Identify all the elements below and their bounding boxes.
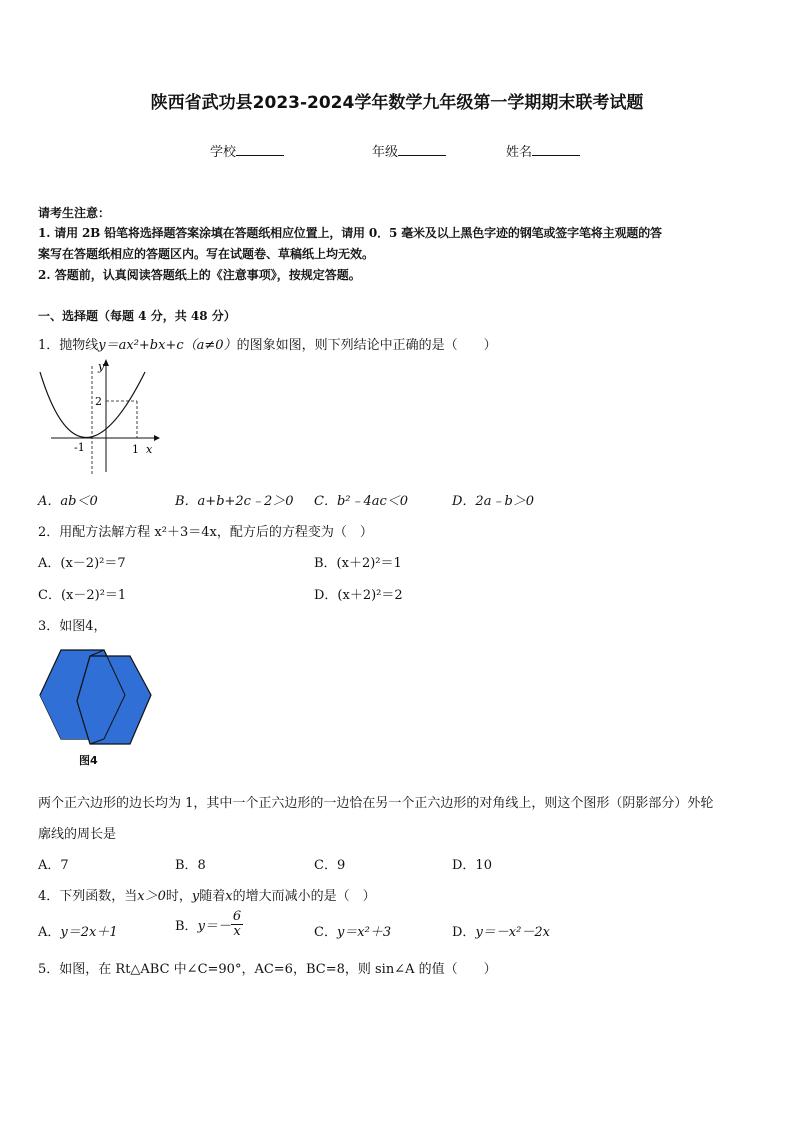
tick-label-neg1: -1 (74, 441, 85, 454)
q2-option-a[interactable]: A．(x－2)²＝7 (38, 556, 126, 571)
q4-option-d-expr: y＝－x²－2x (475, 925, 550, 940)
q1-option-b[interactable]: B．a+b+2c﹣2＞0 (175, 494, 294, 509)
q4-option-a-label: A． (38, 925, 61, 940)
notice-line-3: 2. 答题前，认真阅读答题纸上的《注意事项》，按规定答题。 (38, 268, 361, 282)
q1-suffix: 的图象如图，则下列结论中正确的是（ ） (236, 338, 497, 353)
q4-var-x: x (225, 889, 233, 904)
q4-option-a-expr: y＝2x＋1 (60, 925, 118, 940)
grade-blank[interactable] (398, 142, 446, 156)
name-field (506, 141, 580, 160)
school-label: 学校 (210, 145, 237, 160)
grade-field (372, 141, 446, 160)
q3-option-a[interactable]: A．7 (38, 858, 69, 873)
question-1-stem (38, 334, 497, 353)
q1-option-c[interactable]: C．b²﹣4ac＜0 (314, 494, 409, 509)
section-heading: 一、选择题（每题 4 分，共 48 分） (38, 309, 236, 323)
q4-option-a[interactable] (38, 921, 118, 940)
school-field (210, 141, 284, 160)
q4-option-b-expr: y＝－ (197, 919, 231, 934)
q2-option-c[interactable]: C．(x－2)²＝1 (38, 588, 127, 603)
q3-paragraph-1: 两个正六边形的边长均为 1，其中一个正六边形的一边恰在另一个正六边形的对角线上，则这个图形（阴影部分）外轮 (38, 796, 714, 811)
tick-label-1: 1 (132, 443, 139, 456)
q4-stem-a: 4．下列函数，当 (38, 889, 138, 904)
notice-line-2: 案写在答题纸相应的答题区内。写在试题卷、草稿纸上均无效。 (38, 247, 375, 261)
question-5-stem: 5．如图，在 Rt△ABC 中∠C=90°，AC=6，BC=8，则 sin∠A 的值（ ） (38, 962, 497, 977)
tick-label-2: 2 (95, 395, 102, 408)
fraction-numerator: 6 (232, 909, 242, 924)
q4-option-c[interactable] (314, 921, 391, 940)
right-hexagon (77, 656, 151, 744)
school-blank[interactable] (236, 142, 284, 156)
name-label: 姓名 (506, 145, 533, 160)
q2-option-d[interactable]: D．(x＋2)²＝2 (314, 588, 403, 603)
q1-option-a[interactable]: A．ab＜0 (38, 494, 98, 509)
q3-option-d[interactable]: D．10 (452, 858, 492, 873)
y-axis-label: y (98, 360, 105, 373)
x-axis-label: x (146, 443, 153, 456)
x-axis-arrow (154, 435, 160, 441)
q4-option-c-label: C． (314, 925, 337, 940)
q4-option-c-expr: y＝x²＋3 (336, 925, 392, 940)
question-3-stem: 3．如图4， (38, 619, 107, 634)
q4-condition: x＞0 (137, 889, 166, 904)
q3-paragraph-2: 廓线的周长是 (38, 827, 117, 842)
q4-option-b-fraction (231, 910, 243, 939)
q4-stem-b: 时， (165, 889, 192, 904)
parabola-curve (40, 372, 145, 438)
page-title: 陕西省武功县2023-2024学年数学九年级第一学期期末联考试题 (150, 93, 644, 113)
name-blank[interactable] (532, 142, 580, 156)
question-2-stem: 2．用配方法解方程 x²＋3＝4x，配方后的方程变为（ ） (38, 525, 373, 540)
q3-option-c[interactable]: C．9 (314, 858, 346, 873)
q1-parabola-graph (36, 358, 160, 476)
notice-line-1: 1. 请用 2B 铅笔将选择题答案涂填在答题纸相应位置上，请用 0．5 毫米及以上黑色字迹的钢笔或签字笔将主观题的答 (38, 226, 662, 240)
q4-option-b[interactable] (175, 910, 243, 939)
q4-option-d-label: D． (452, 925, 476, 940)
question-4-stem (38, 885, 376, 904)
grade-label: 年级 (372, 145, 399, 160)
q3-option-b[interactable]: B．8 (175, 858, 206, 873)
fraction-denominator: x (233, 924, 241, 939)
q1-option-d[interactable]: D．2a﹣b＞0 (452, 494, 535, 509)
notice-heading: 请考生注意： (38, 206, 111, 220)
q2-option-b[interactable]: B．(x＋2)²＝1 (314, 556, 402, 571)
q1-expr: y＝ax²+bx+c（a≠0） (98, 338, 237, 353)
q4-stem-d: 的增大而减小的是（ ） (232, 889, 376, 904)
q4-var-y: y (191, 889, 200, 904)
figure-4-caption: 图4 (79, 754, 98, 767)
q4-option-b-label: B． (175, 919, 198, 934)
q1-prefix: 1．抛物线 (38, 338, 99, 353)
q4-stem-c: 随着 (199, 889, 226, 904)
q3-hexagon-figure (38, 648, 154, 748)
q4-option-d[interactable] (452, 921, 550, 940)
